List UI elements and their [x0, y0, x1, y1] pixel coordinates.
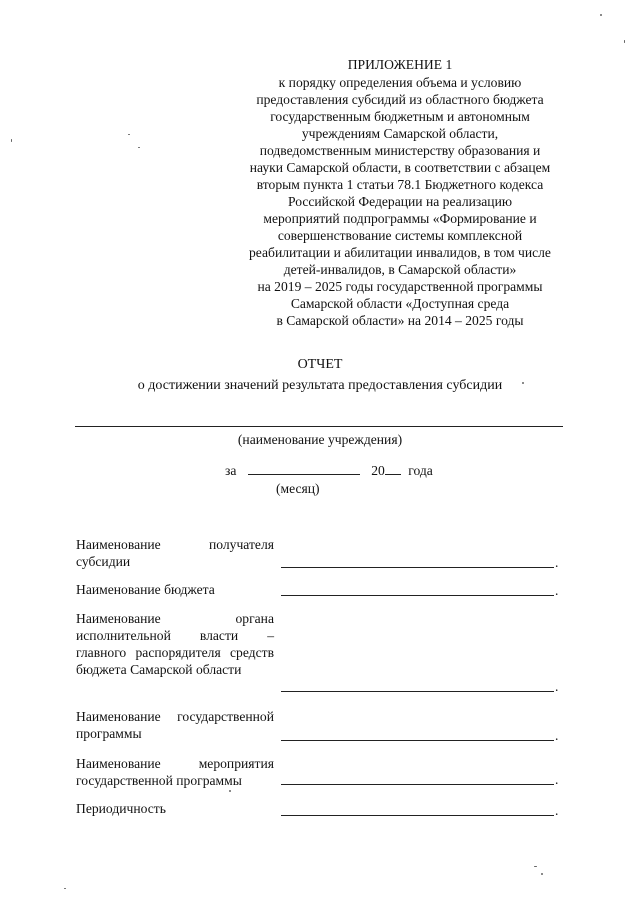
appendix-line: учреждениям Самарской области, — [301, 126, 499, 141]
appendix-line: в Самарской области» на 2014 – 2025 годы — [276, 313, 524, 328]
year-blank — [385, 462, 401, 475]
report-subtitle: о достижении значений результата предоставления субсидии — [137, 378, 503, 393]
scan-speck — [11, 139, 12, 142]
field-line-authority — [281, 691, 554, 692]
field-line-program — [281, 740, 554, 741]
appendix-title: ПРИЛОЖЕНИЕ 1 — [347, 57, 453, 72]
field-dot: . — [555, 772, 559, 787]
appendix-line: подведомственным министерству образования и — [259, 143, 541, 158]
field-label-program: Наименование государственной программы — [76, 709, 274, 741]
appendix-line: науки Самарской области, в соответствии с абзацем — [249, 160, 551, 175]
appendix-line: вторым пункта 1 статьи 78.1 Бюджетного кодекса — [256, 177, 544, 192]
appendix-line: детей-инвалидов, в Самарской области» — [283, 262, 517, 277]
field-dot: . — [555, 803, 559, 818]
scan-speck — [522, 382, 524, 384]
period-row — [225, 462, 433, 479]
field-dot: . — [555, 583, 559, 598]
scan-speck — [600, 14, 602, 16]
report-title: ОТЧЕТ — [297, 357, 343, 372]
institution-name-line — [75, 426, 563, 427]
institution-caption: (наименование учреждения) — [237, 432, 403, 447]
field-dot: . — [555, 555, 559, 570]
field-line-periodicity — [281, 815, 554, 816]
field-line-budget — [281, 595, 554, 596]
period-prefix: за — [225, 463, 237, 478]
month-caption: (месяц) — [276, 481, 320, 496]
scan-speck — [128, 134, 130, 135]
field-label-authority: Наименование органа исполнительной власти – главного распорядителя средств бюджета Самарской области — [76, 611, 274, 677]
field-dot: . — [555, 728, 559, 743]
scan-speck — [541, 873, 543, 875]
month-blank — [248, 462, 360, 475]
field-line-program-activity — [281, 784, 554, 785]
appendix-line: к порядку определения объема и условию — [278, 75, 522, 90]
period-suffix: года — [408, 463, 433, 478]
field-label-recipient: Наименование получателя субсидии — [76, 537, 274, 569]
scan-speck — [534, 866, 537, 867]
appendix-line: Российской Федерации на реализацию — [287, 194, 512, 209]
appendix-line: на 2019 – 2025 годы государственной программы — [257, 279, 543, 294]
appendix-line: государственным бюджетным и автономным — [270, 109, 530, 124]
appendix-line: Самарской области «Доступная среда — [290, 296, 510, 311]
period-year-prefix: 20 — [371, 463, 385, 478]
appendix-line: совершенствование системы комплексной — [277, 228, 523, 243]
scan-speck — [138, 147, 140, 148]
field-label-program-activity: Наименование мероприятия государственной программы — [76, 756, 274, 788]
field-label-periodicity: Периодичность — [76, 801, 166, 816]
appendix-line: предоставления субсидий из областного бюджета — [256, 92, 544, 107]
appendix-line: мероприятий подпрограммы «Формирование и — [263, 211, 537, 226]
appendix-line: реабилитации и абилитации инвалидов, в том числе — [249, 245, 551, 260]
scan-speck — [229, 790, 231, 792]
scan-speck — [64, 888, 66, 889]
field-dot: . — [555, 679, 559, 694]
field-label-budget: Наименование бюджета — [76, 582, 215, 597]
appendix-header — [230, 56, 570, 329]
field-line-recipient — [281, 567, 554, 568]
scan-speck — [624, 40, 625, 43]
